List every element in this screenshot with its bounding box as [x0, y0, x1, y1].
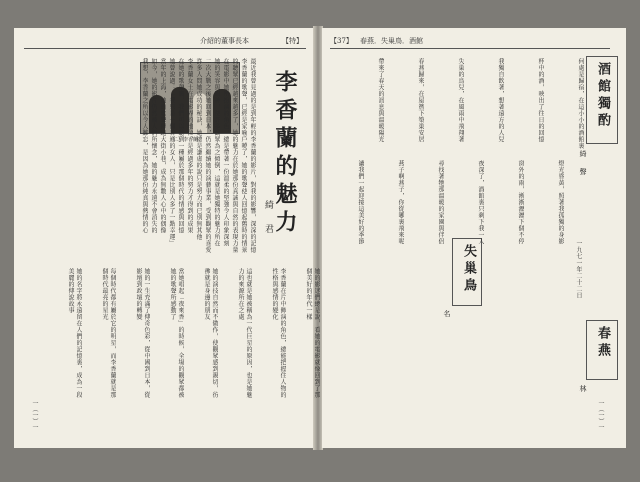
section-title-3: 春燕: [595, 326, 610, 360]
left-column-text: 她的笑容與眼神，使許多觀眾為之傾倒，這就是她獨特的魅力所在: [213, 58, 220, 247]
left-column-text: 當年的上海，她的歌聲傳遍大街小巷，成為無數人心中的偶像: [159, 58, 166, 234]
left-lower-column-text: 她的演技自然而不做作，使觀眾感到親切，彷彿就是身邊的朋友: [203, 268, 218, 398]
article-author: 綺 君: [263, 200, 273, 236]
right-column-text: 窗外的雨，淅淅瀝瀝下個不停: [517, 160, 524, 245]
right-column-text: 何處是歸宿，在這小小的酒館裏: [577, 58, 584, 149]
left-page-number: 一（一）一: [31, 400, 38, 430]
left-column-text: 我想，李香蘭之所以令人難忘，是因為她那份純真與熱情的心: [141, 58, 148, 234]
section-title-1: 酒館獨酌: [595, 62, 610, 130]
right-column-text: 春燕歸來，在屋簷下築巢安居: [417, 58, 424, 143]
right-header-label: 春燕．失巢鳥．酒館: [360, 37, 423, 45]
section-title-2: 失巢鳥: [461, 244, 476, 295]
left-column-text: 如今，她的影片仍然被人們所懷念，她的魅力永遠不會消失的: [150, 58, 157, 234]
left-column-text: 最近我曾見過的是到年輕的李香蘭的影片，對我的影響，深深的記憶: [249, 58, 256, 253]
left-lower-column-text: 李香蘭在片中飾演的角色，總能把握住人物的性格與感情的變化: [271, 268, 286, 398]
right-column-text: 杯中的酒，映出了往日的回憶: [537, 58, 544, 143]
left-header-rule: [24, 48, 306, 49]
left-lower-column-text: 這也就是她被稱為一代巨星的原因，也是她魅力的來源所在之處: [237, 268, 252, 398]
left-lower-column-text: 她的名字將永遠留在人們的記憶裏，成為一段美麗的傳說故事: [67, 268, 82, 398]
left-column-text: 在她的歌聲裏，我們可以聽到一種屬於那個時代的情感與回憶: [177, 58, 184, 234]
left-lower-column-text: 當她唱起「夜來香」的時候，全場的觀眾都被她的歌聲所感動了: [169, 268, 184, 398]
section-author-2: 名: [443, 310, 451, 319]
left-lower-column-text: 她的影迷們總是說，看她的電影就像回到了那個美好的年代一樣: [305, 268, 320, 398]
right-page-number: 一（一）一: [597, 400, 604, 430]
left-column-text: 許多人問她成功的秘訣，她總是謙虛的說只是努力而已別無其他: [195, 58, 202, 240]
left-column-text: 李香蘭女士在電影界的地位，是經過多年的努力才得到的成果: [186, 58, 193, 234]
article-title: 李香蘭的魅力: [272, 70, 298, 238]
photo-caption: （二）李香蘭: [168, 137, 199, 143]
right-column-text: 讓我們一起迎接這美好的季節: [357, 160, 364, 245]
left-column-text: 她曾說過：「我只是一個普通的女人，只是比別人多了一點幸運」: [168, 58, 175, 247]
left-header-label: 介紹的董事長本: [200, 37, 249, 45]
right-header-num: 【37】: [330, 37, 353, 45]
right-column-text: 帶來了春天的訊息與溫暖陽光: [377, 58, 384, 143]
left-column-text: 二次大戰之後她回到日本，仍然繼續她的演藝事業，受到觀眾的喜愛: [204, 58, 211, 253]
left-column-text: 李香蘭的歌聲，已經是家喻戶曉了，她的歌聲使人回憶起舊時的情景: [240, 58, 247, 253]
right-column-text: 我獨自飲著，想著遠方的人兒: [497, 58, 504, 143]
section-author-1: 綺 聲: [579, 150, 587, 177]
right-header-rule: [330, 48, 610, 49]
left-lower-column-text: 每個時代都有屬於它的明星，而李香蘭就是那個時代最亮的星光: [101, 268, 116, 398]
right-column-text: 夜深了，酒館裏只剩下我一人: [477, 160, 484, 245]
right-column-text: 燈光昏黃，照著我孤獨的身影: [557, 160, 564, 245]
right-column-text: 燕子啊燕子，你從哪裏飛來呢: [397, 160, 404, 245]
left-lower-column-text: 她的一生充滿了傳奇色彩，從中國到日本，從影壇到政壇的轉變: [135, 268, 150, 398]
date-note: 一九七一年二十二日: [575, 240, 582, 299]
left-column-text: 在電影中她所扮演的角色，總是帶著一份溫柔的堅強令人印象深刻: [222, 58, 229, 247]
right-column-text: 失巢的鳥兒，在風雨中飛翔著: [457, 58, 464, 143]
left-header-tag: 【特】: [282, 37, 303, 45]
section-author-3: 林: [579, 385, 587, 394]
right-column-text: 尋找著牠那溫暖的家園與伴侶: [437, 160, 444, 245]
left-column-text: 的聽眾已經越來越多了，她的魅力在於她那份真誠與自然的表現力量: [231, 58, 238, 253]
